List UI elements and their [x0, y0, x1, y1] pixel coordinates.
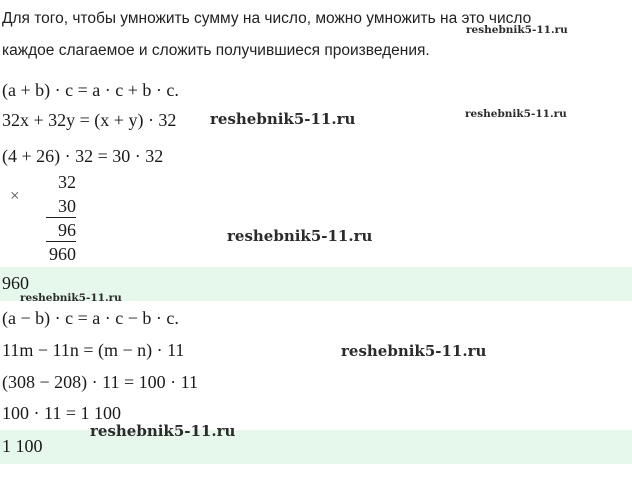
rule-text-line-1: Для того, чтобы умножить сумму на число, можно умножить на это число	[2, 10, 532, 27]
watermark-text: reshebnik5-11.ru	[20, 292, 122, 304]
column-partial: 96	[58, 220, 76, 240]
example-308-208-11: (308 − 208) · 11 = 100 · 11	[2, 372, 198, 392]
answer-1: 960	[2, 273, 29, 293]
example-11m-11n: 11m − 11n = (m − n) · 11	[2, 340, 185, 360]
multiply-sign: ×	[10, 186, 20, 205]
column-result: 960	[49, 244, 76, 264]
formula-difference-distributive: (a − b) · c = a · c − b · c.	[2, 308, 179, 328]
example-32x-32y: 32x + 32y = (x + y) · 32	[2, 110, 177, 130]
watermark-text: reshebnik5-11.ru	[210, 110, 356, 128]
watermark-text: reshebnik5-11.ru	[341, 342, 487, 360]
column-rule-2	[46, 241, 76, 242]
example-100-11: 100 · 11 = 1 100	[2, 403, 121, 423]
watermark-text: reshebnik5-11.ru	[465, 108, 567, 120]
example-4-26-32: (4 + 26) · 32 = 30 · 32	[2, 146, 164, 166]
column-multiplicand: 32	[58, 172, 76, 192]
watermark-text: reshebnik5-11.ru	[466, 24, 568, 36]
watermark-text: reshebnik5-11.ru	[90, 422, 236, 440]
column-multiplier: 30	[58, 196, 76, 216]
column-multiplication	[0, 168, 90, 268]
formula-sum-distributive: (a + b) · c = a · c + b · c.	[2, 80, 179, 100]
column-rule-1	[46, 217, 76, 218]
watermark-text: reshebnik5-11.ru	[227, 227, 373, 245]
answer-2: 1 100	[2, 436, 43, 456]
rule-text-line-2: каждое слагаемое и сложить получившиеся произведения.	[2, 42, 430, 59]
